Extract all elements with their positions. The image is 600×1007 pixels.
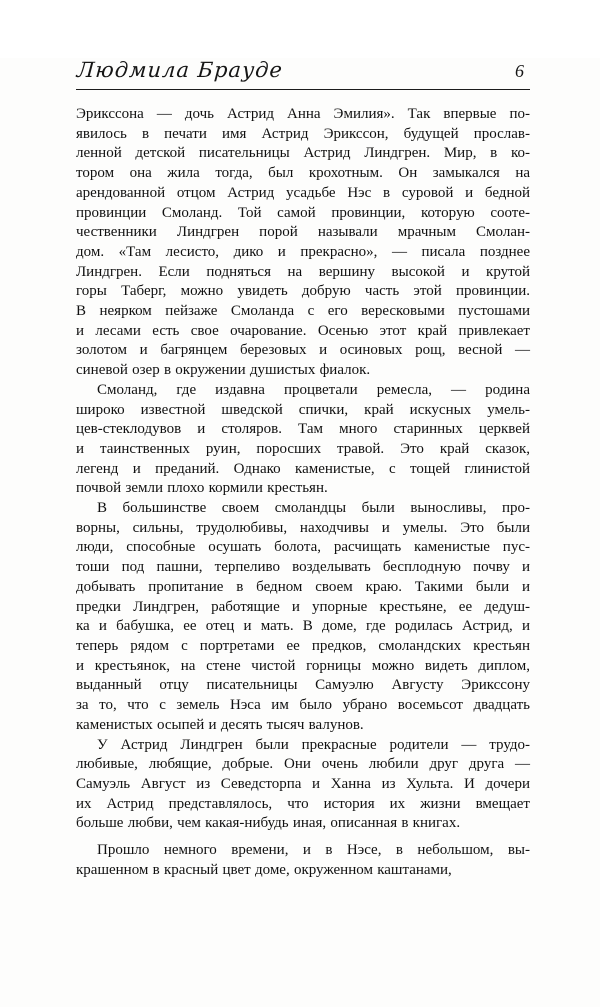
text-line: Эрикссона — дочь Астрид Анна Эмилия». Так впервые по- [76,106,530,122]
text-line: цев-стеклодувов и столяров. Там много старинных церквей [76,421,530,438]
text-line: и таинственных руин, поросших травой. Это край сказок, [76,440,530,457]
text-line: крашенном в красный цвет доме, окруженном каштанами, [76,861,452,878]
page-number: 6 [515,61,524,81]
text-line: и крестьянок, на стене чистой горницы можно видеть диплом, [76,657,530,674]
text-line: В большинстве своем смоландцы были выносливы, про- [97,500,530,517]
text-line: ворны, сильны, трудолюбивы, находчивы и умелы. Это были [76,519,530,536]
text-line: легенд и преданий. Однако каменистые, с тощей глинистой [76,460,530,477]
text-line: любивые, любящие, добрые. Они очень любили друг друга — [76,756,530,773]
text-line: Самуэль Август из Севедсторпа и Ханна из Хульта. И дочери [76,775,530,792]
text-line: почвой земли плохо кормили крестьян. [76,480,328,497]
text-line: Прошло немного времени, и в Нэсе, в небольшом, вы- [97,842,530,859]
text-block [76,105,530,880]
text-line: тоши под пашни, терпеливо возделывать бесплодную почву и [76,559,530,576]
text-line: У Астрид Линдгрен были прекрасные родители — трудо- [97,736,530,753]
text-line: тором она жила тогда, был крохотным. Он замыкался на [76,165,530,182]
author-name: Людмила Брауде [76,58,284,82]
text-line: ка и бабушка, ее отец и мать. В доме, где родилась Астрид, и [76,618,530,635]
text-line: чественники Линдгрен порой называли мрачным Смолан- [76,224,530,241]
text-line: люди, способные осушать болота, расчищать каменистые пус- [76,539,530,556]
text-line: ленной детской писательницы Астрид Линдгрен. Мир, в ко- [76,145,530,162]
paragraph [76,841,530,880]
running-head [76,58,530,90]
text-line: предки Линдгрен, работящие и упорные крестьяне, ее дедуш- [76,598,530,615]
text-line: В неярком пейзаже Смоланда с его вересковыми пустошами [76,303,530,320]
text-line: их Астрид представлялось, что история их жизни вмещает [76,795,530,812]
paragraph [76,381,530,499]
text-line: Линдгрен. Если подняться на вершину высокой и крутой [76,263,530,280]
text-line: широко известной шведской спички, край искусных умель- [76,401,530,418]
paragraph [76,105,530,381]
text-line: теперь рядом с портретами ее предков, смоландских крестьян [76,637,530,654]
text-line: Смоланд, где издавна процветали ремесла, — родина [97,381,530,398]
text-line: золотом и багрянцем березовых и осиновых рощ, весной — [76,342,530,359]
text-line: дом. «Там лесисто, дико и прекрасно», — писала позднее [76,243,530,260]
text-line: синевой озер в окружении душистых фиалок. [76,362,371,379]
text-line: горы Таберг, можно увидеть добрую часть этой провинции. [76,283,530,300]
text-line: выданный отцу писательницы Самуэлю Августу Эрикссону [76,677,530,694]
text-line: арендованной отцом Астрид усадьбе Нэс в суровой и бедной [76,184,530,201]
book-page [0,58,600,1007]
paragraph [76,736,530,835]
paragraph [76,499,530,735]
text-line: провинции Смоланд. Той самой провинции, которую сооте- [76,204,530,221]
text-line: добывать пропитание в бедном своем краю. Такими были и [76,578,530,595]
text-line: больше любви, чем какая-нибудь иная, описанная в книгах. [76,815,461,832]
text-line: за то, что с земель Нэса им было убрано восемьсот двадцать [76,697,530,714]
text-line: каменистых осыпей и десять тысяч валунов. [76,716,364,733]
text-line: и лесами есть свое очарование. Осенью этот край привлекает [76,322,530,339]
text-line: явилось в печати имя Астрид Эрикссон, будущей прослав- [76,125,530,142]
